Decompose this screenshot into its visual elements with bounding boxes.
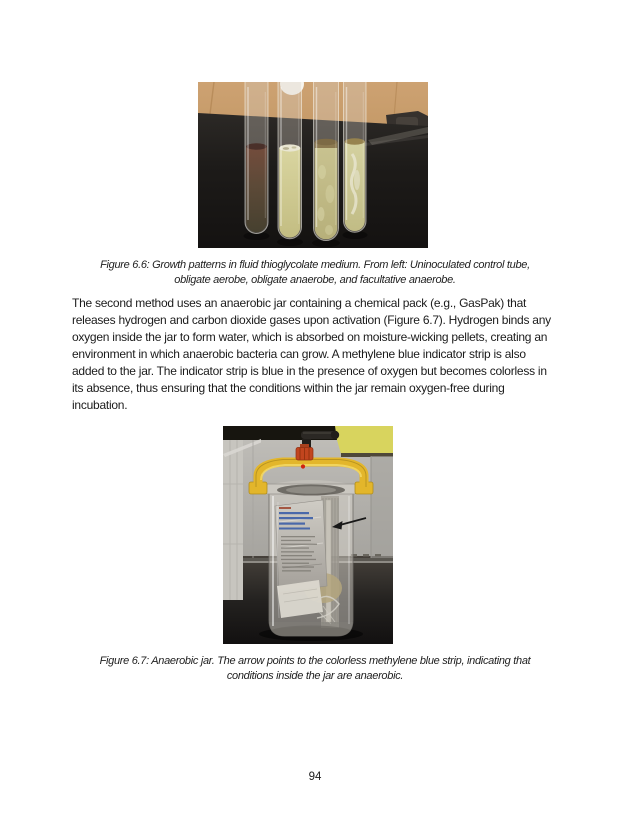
handle-red-dot bbox=[301, 464, 305, 468]
paragraph-line: added to the jar. The indicator strip is blue in the presence of oxygen but becomes colorless in bbox=[72, 364, 547, 378]
surface-growth-film bbox=[279, 144, 300, 151]
caption-line: Figure 6.6: Growth patterns in fluid thioglycolate medium. From left: Uninoculated control tube, bbox=[100, 259, 530, 271]
figure-6-6-caption bbox=[0, 258, 630, 288]
paragraph-line: its absence, thus ensuring that the conditions within the jar remain oxygen-free during bbox=[72, 381, 505, 395]
wall-panel bbox=[223, 440, 243, 600]
tube-obligate-anaerobe bbox=[314, 82, 339, 240]
tube-obligate-aerobe bbox=[278, 82, 302, 239]
figure-6-7-photo bbox=[223, 426, 393, 644]
caption-line: conditions inside the jar are anaerobic. bbox=[226, 670, 404, 682]
test-tubes-photo bbox=[198, 82, 428, 248]
anaerobic-jar-photo bbox=[223, 426, 393, 644]
body-paragraph bbox=[72, 295, 612, 414]
paragraph-line: The second method uses an anaerobic jar containing a chemical pack (e.g., GasPak) that bbox=[72, 296, 527, 310]
methylene-blue-strip bbox=[326, 500, 331, 622]
paragraph-line: environment in which anaerobic bacteria can grow. A methylene blue indicator strip is also bbox=[72, 347, 526, 361]
tube-facultative-anaerobe bbox=[344, 82, 367, 232]
paragraph-line: releases hydrogen and carbon dioxide gases upon activation (Figure 6.7). Hydrogen binds any bbox=[72, 313, 551, 327]
caption-line: Figure 6.7: Anaerobic jar. The arrow points to the colorless methylene blue strip, indicating that bbox=[99, 655, 531, 667]
gaspak-sachet bbox=[275, 500, 327, 592]
caption-line: obligate aerobe, obligate anaerobe, and facultative anaerobe. bbox=[174, 274, 456, 286]
figure-6-7-caption bbox=[0, 654, 630, 684]
paragraph-line: incubation. bbox=[72, 398, 128, 412]
page-number: 94 bbox=[308, 771, 322, 783]
paper-inside-jar bbox=[277, 580, 323, 618]
paragraph-line: oxygen inside the jar to form water, which is absorbed on moisture-wicking pellets, creating an bbox=[72, 330, 548, 344]
figure-6-6-photo bbox=[198, 82, 428, 248]
tube-uninoculated-control bbox=[245, 82, 268, 234]
yellow-wall bbox=[335, 426, 393, 454]
